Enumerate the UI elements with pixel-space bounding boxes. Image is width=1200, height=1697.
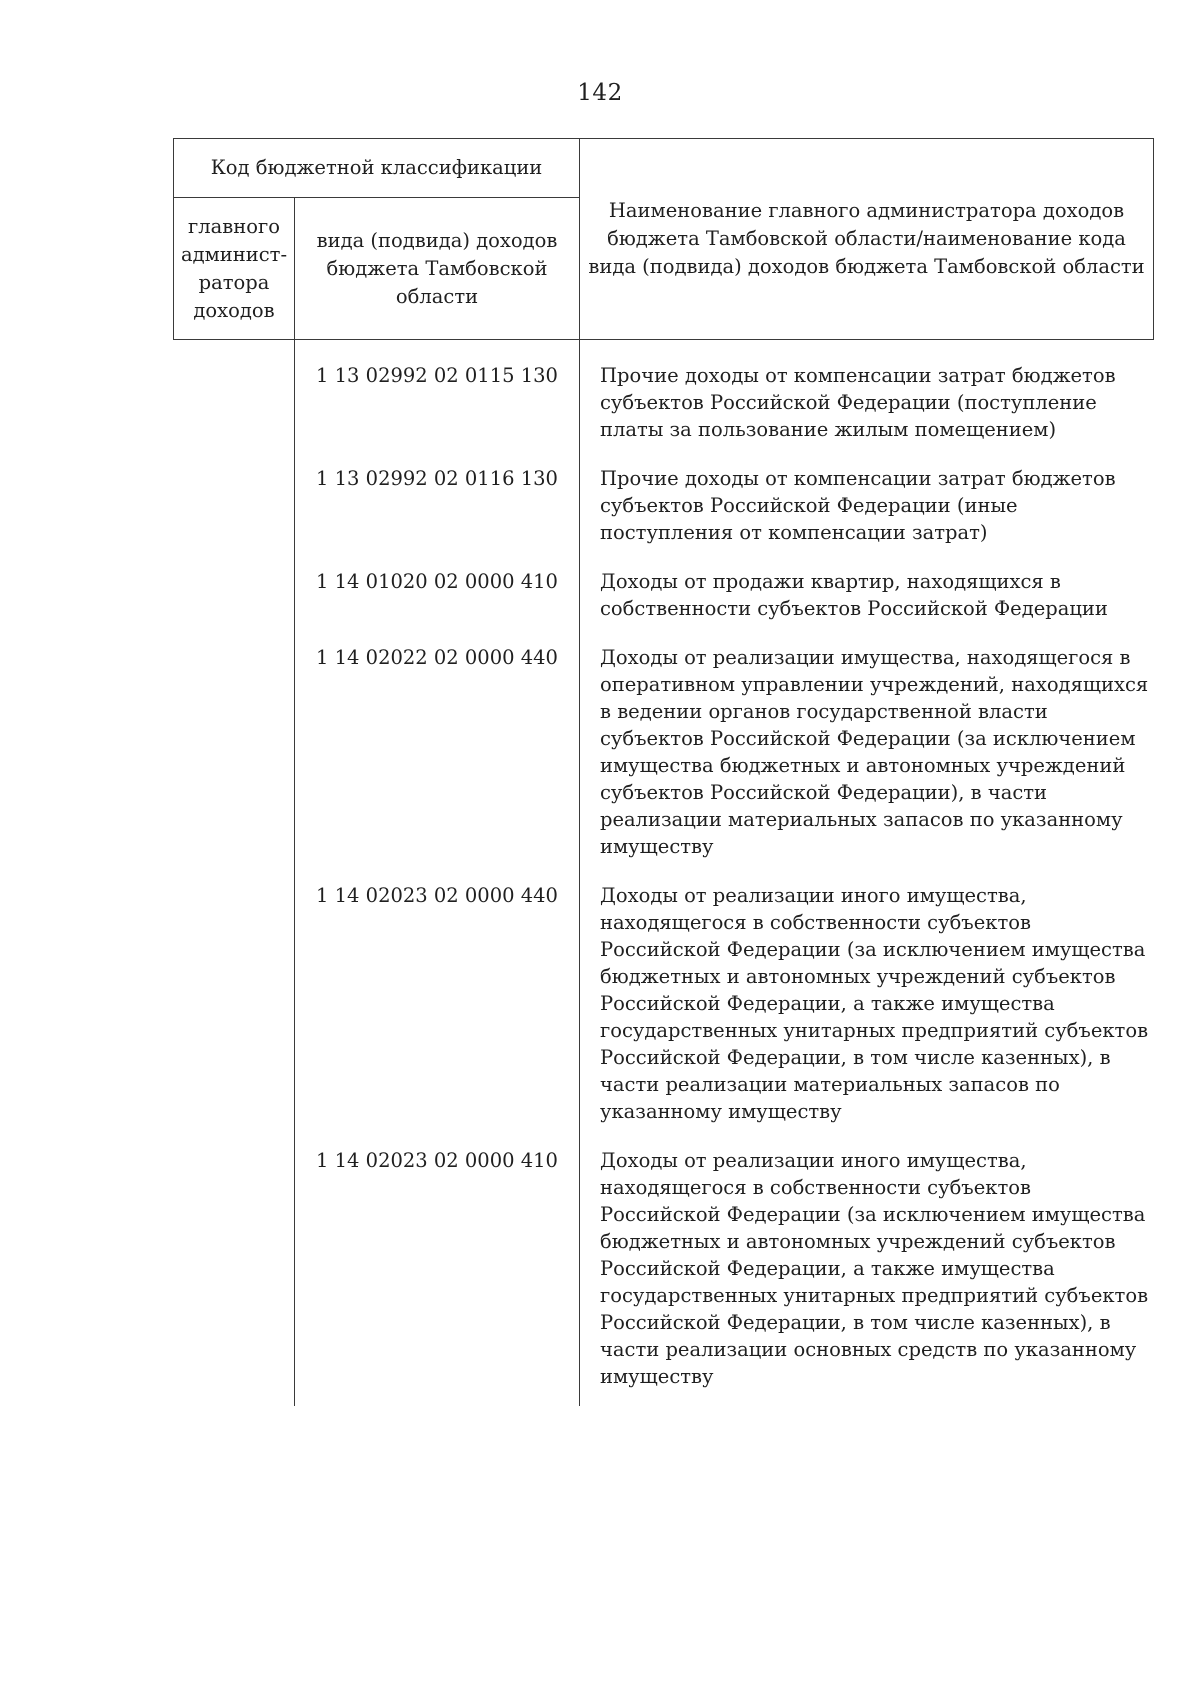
- header-admin-column: главного админист-ратора доходов: [174, 198, 295, 340]
- header-kind-column: вида (подвида) доходов бюджета Тамбовской области: [295, 198, 580, 340]
- income-name-cell: Доходы от реализации иного имущества, находящегося в собственности субъектов Российской Федерации (за исключением имущества бюджетных и автономных учреждений субъектов Российской Федерации, а также имущества государственных унитарных предприятий субъектов Российской Федерации, в том числе казенных), в части реализации основных средств по указанному имуществу: [580, 1125, 1154, 1406]
- income-code-cell: 1 14 02023 02 0000 410: [295, 1125, 580, 1406]
- income-name-cell: Доходы от реализации иного имущества, находящегося в собственности субъектов Российской Федерации (за исключением имущества бюджетных и автономных учреждений субъектов Российской Федерации, а также имущества государственных унитарных предприятий субъектов Российской Федерации, в том числе казенных), в части реализации материальных запасов по указанному имуществу: [580, 860, 1154, 1125]
- admin-cell: [174, 622, 295, 860]
- admin-cell: [174, 443, 295, 546]
- table-row: [174, 546, 1154, 622]
- page-number: 142: [577, 80, 623, 106]
- income-name-cell: Прочие доходы от компенсации затрат бюджетов субъектов Российской Федерации (поступление платы за пользование жилым помещением): [580, 340, 1154, 444]
- table-header: [174, 139, 1154, 340]
- income-code-cell: 1 13 02992 02 0116 130: [295, 443, 580, 546]
- admin-cell: [174, 860, 295, 1125]
- admin-cell: [174, 340, 295, 444]
- income-code-cell: 1 14 02022 02 0000 440: [295, 622, 580, 860]
- admin-cell: [174, 546, 295, 622]
- income-code-cell: 1 13 02992 02 0115 130: [295, 340, 580, 444]
- income-name-cell: Доходы от реализации имущества, находящегося в оперативном управлении учреждений, находящихся в ведении органов государственной власти субъектов Российской Федерации (за исключением имущества бюджетных и автономных учреждений субъектов Российской Федерации), в части реализации материальных запасов по указанному имуществу: [580, 622, 1154, 860]
- header-name-column: Наименование главного администратора доходов бюджета Тамбовской области/наименование кода вида (подвида) доходов бюджета Тамбовской области: [580, 139, 1154, 340]
- income-name-cell: Доходы от продажи квартир, находящихся в собственности субъектов Российской Федерации: [580, 546, 1154, 622]
- table-row: [174, 1125, 1154, 1406]
- income-code-cell: 1 14 01020 02 0000 410: [295, 546, 580, 622]
- header-group-title: Код бюджетной классификации: [174, 139, 580, 198]
- table-row: [174, 622, 1154, 860]
- table-row: [174, 860, 1154, 1125]
- table-row: [174, 340, 1154, 444]
- income-name-cell: Прочие доходы от компенсации затрат бюджетов субъектов Российской Федерации (иные поступления от компенсации затрат): [580, 443, 1154, 546]
- income-code-cell: 1 14 02023 02 0000 440: [295, 860, 580, 1125]
- table-row: [174, 443, 1154, 546]
- budget-classification-table: [173, 138, 1153, 1406]
- admin-cell: [174, 1125, 295, 1406]
